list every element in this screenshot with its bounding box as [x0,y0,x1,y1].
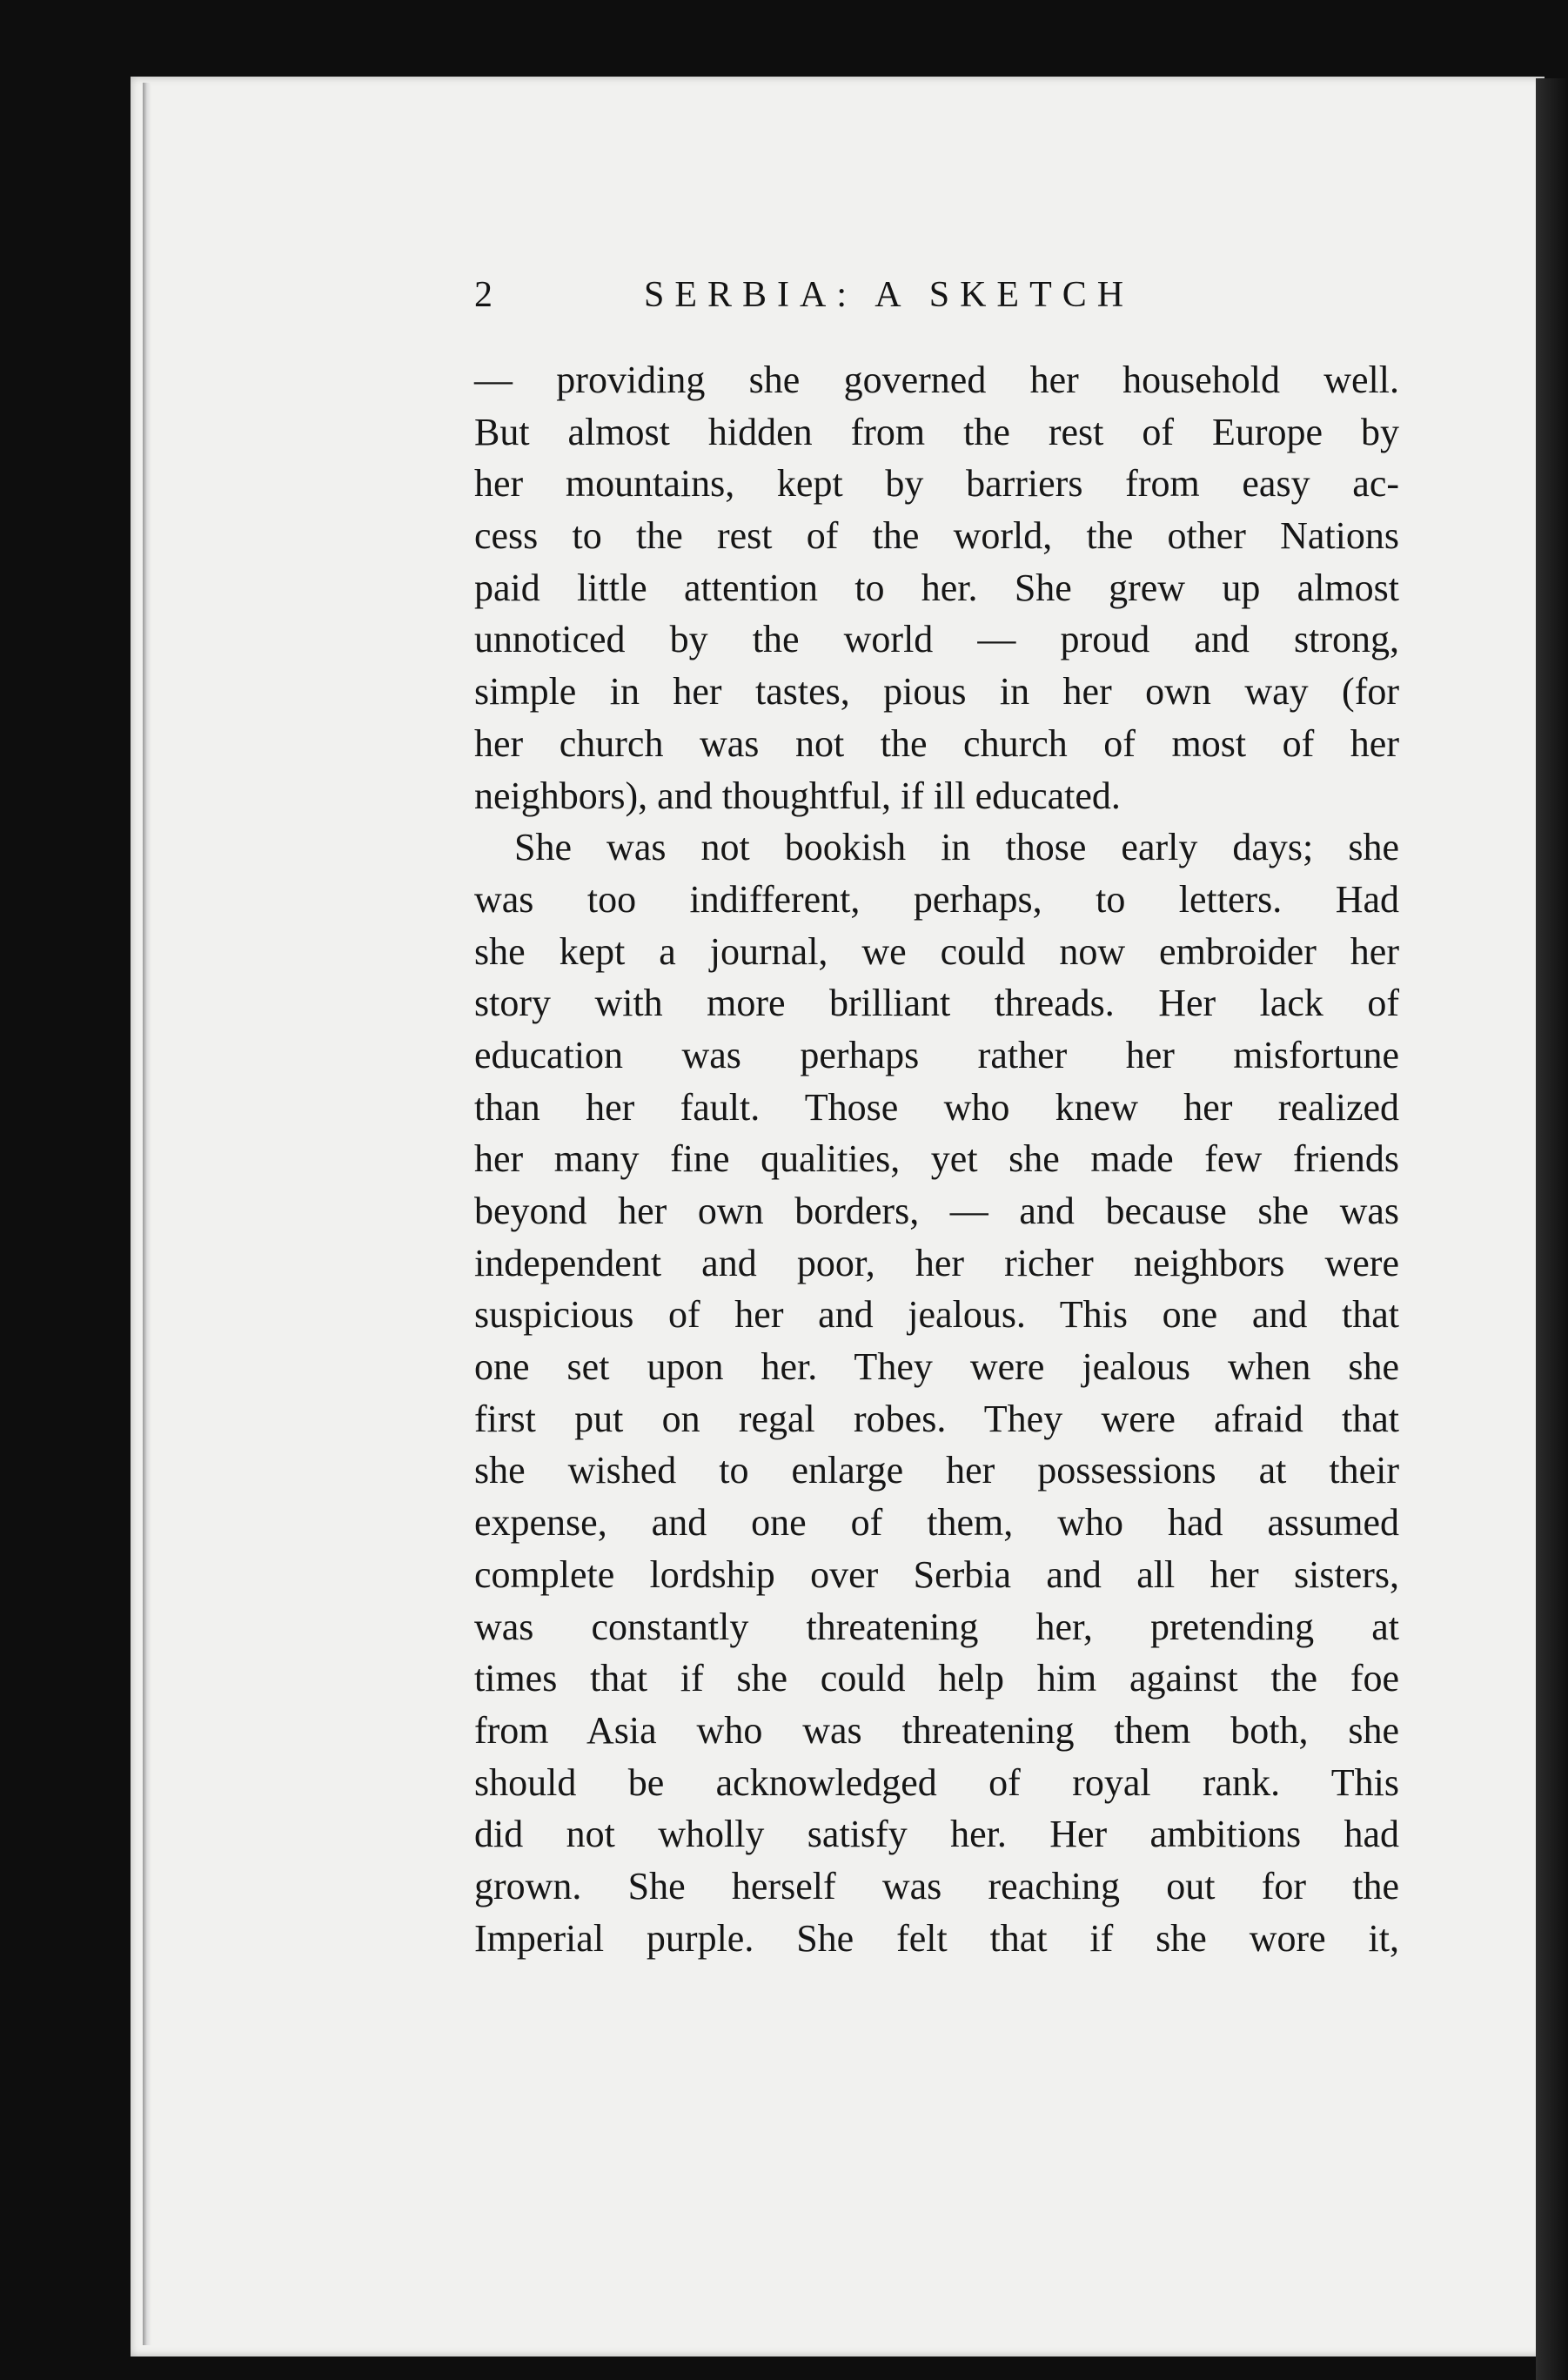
text-line: was too indifferent, perhaps, to letters. Had [474,877,1399,921]
text-line: She was not bookish in those early days; she [514,826,1399,869]
text-line: her church was not the church of most of her [474,721,1399,765]
page-gutter-edge [143,83,151,2345]
page-right-edge [1536,78,1568,2380]
body-text [474,354,1399,1964]
text-line: was constantly threatening her, pretending at [474,1605,1399,1648]
text-line: suspicious of her and jealous. This one and that [474,1293,1399,1337]
text-line: story with more brilliant threads. Her lack of [474,982,1399,1025]
text-line: from Asia who was threatening them both, she [474,1708,1399,1752]
text-line: independent and poor, her richer neighbors were [474,1241,1399,1284]
running-title: SERBIA: A SKETCH [644,275,1135,315]
text-line: she kept a journal, we could now embroider her [474,929,1399,973]
text-line: simple in her tastes, pious in her own way (for [474,670,1399,714]
text-line: times that if she could help him against the foe [474,1657,1399,1700]
text-line: beyond her own borders, — and because she was [474,1190,1399,1232]
text-line: education was perhaps rather her misfortune [474,1033,1399,1076]
text-line: her many fine qualities, yet she made few friends [474,1137,1399,1181]
text-line: complete lordship over Serbia and all her sisters, [474,1552,1399,1596]
page-number: 2 [474,275,493,315]
text-line: did not wholly satisfy her. Her ambitions had [474,1813,1399,1856]
text-line: cess to the rest of the world, the other Nations [474,514,1399,558]
text-line: unnoticed by the world — proud and strong, [474,618,1399,661]
text-line: than her fault. Those who knew her realized [474,1085,1399,1129]
text-line: grown. She herself was reaching out for the [474,1864,1399,1907]
text-line: But almost hidden from the rest of Europe by [474,410,1399,453]
text-line: first put on regal robes. They were afraid that [474,1397,1399,1440]
text-line: neighbors), and thoughtful, if ill educated. [474,774,1121,817]
text-line: one set upon her. They were jealous when she [474,1345,1399,1389]
text-line: should be acknowledged of royal rank. This [474,1760,1399,1804]
text-line: she wished to enlarge her possessions at their [474,1449,1399,1492]
text-line: expense, and one of them, who had assumed [474,1501,1399,1545]
text-line: Imperial purple. She felt that if she wore it, [474,1916,1399,1960]
text-line: paid little attention to her. She grew up almost [474,566,1399,609]
running-head [474,274,1405,326]
text-line: — providing she governed her household well. [474,359,1399,401]
text-line: her mountains, kept by barriers from easy ac- [474,462,1399,506]
